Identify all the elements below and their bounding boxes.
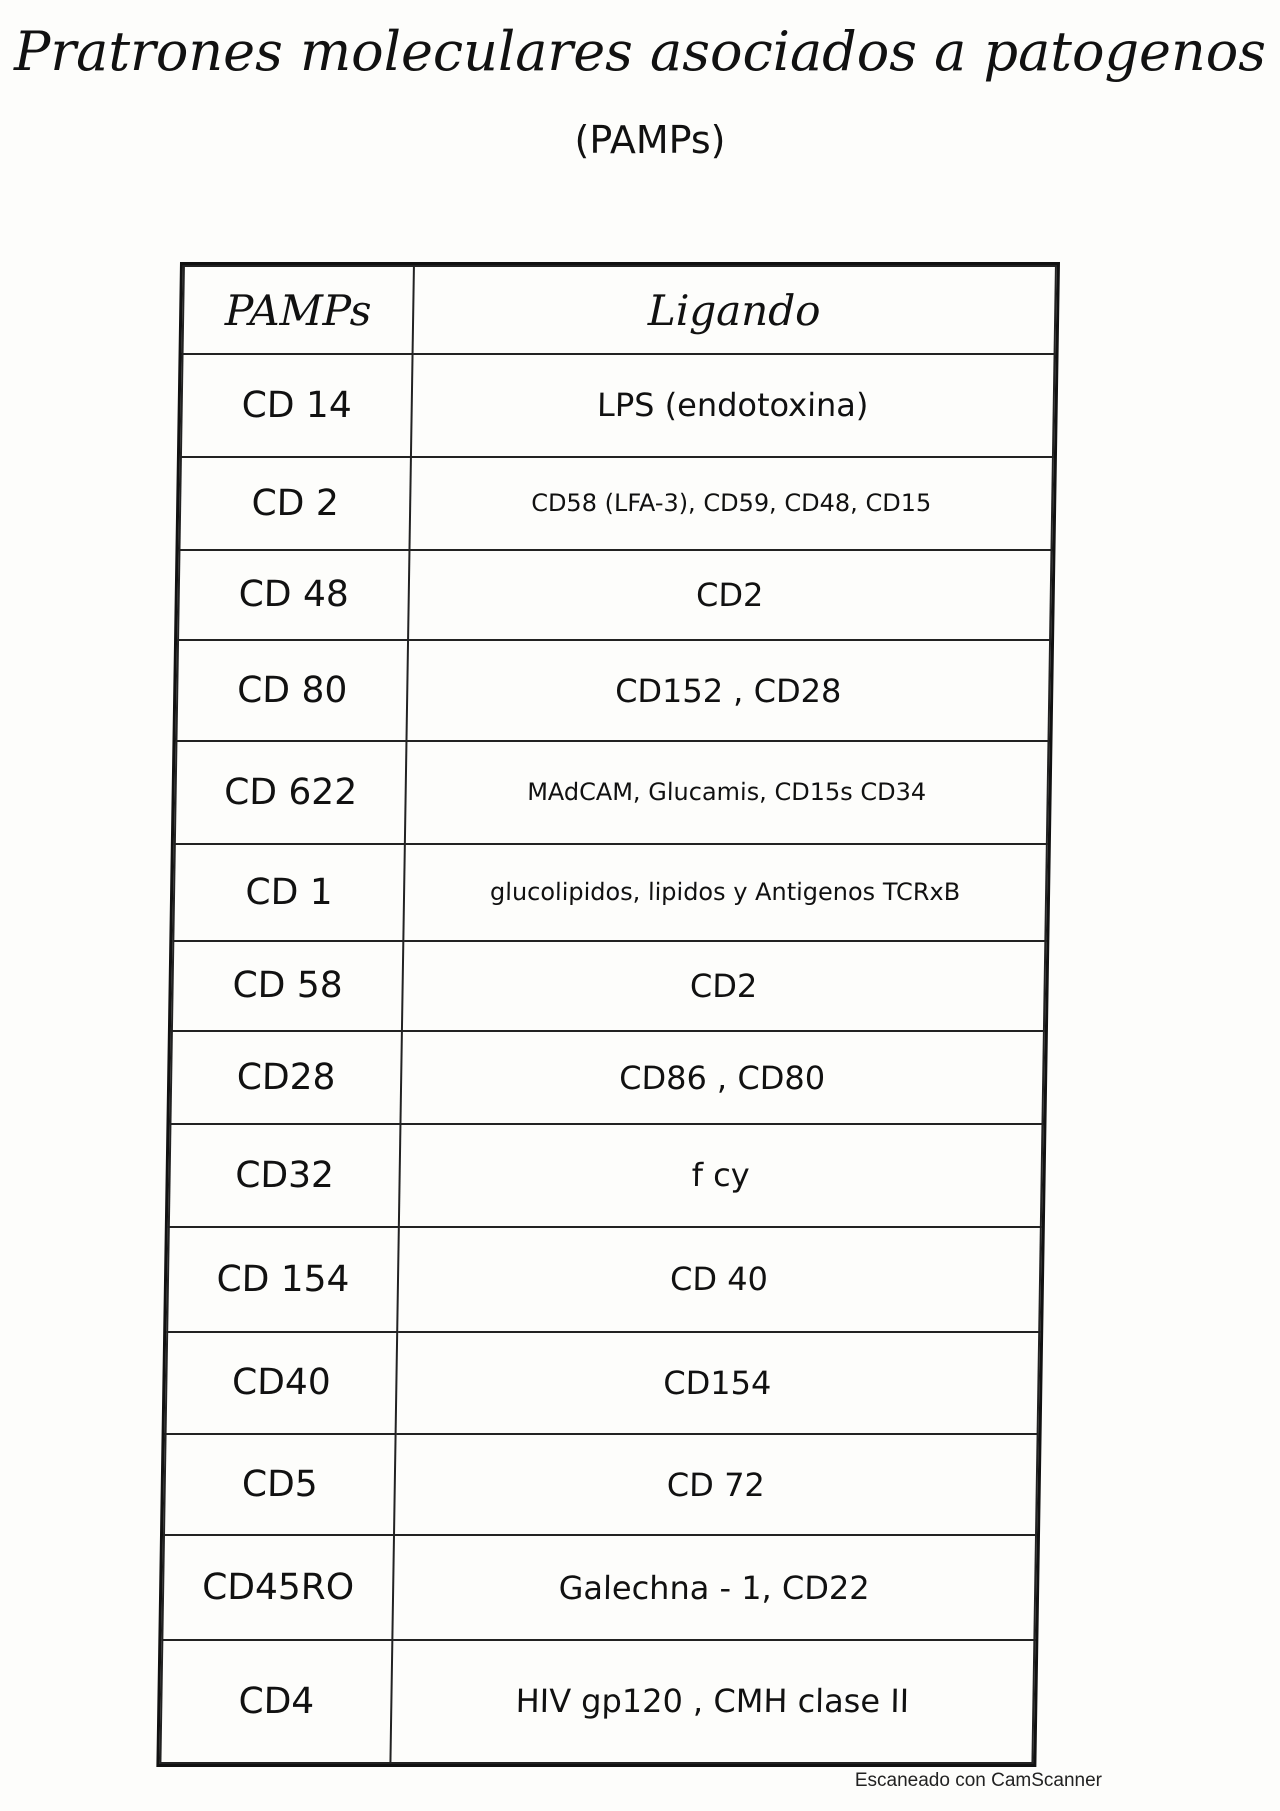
ligand-cell: LPS (endotoxina) [411,354,1055,457]
pamp-cell: CD 80 [176,640,408,741]
camscanner-watermark: Escaneado con CamScanner [854,1770,1102,1791]
table-row [181,354,1055,457]
table-row [172,941,1045,1032]
ligand-cell: CD2 [402,941,1045,1032]
table-row [169,1124,1043,1227]
pamp-cell: CD 154 [167,1227,399,1332]
table-row [179,457,1052,550]
pamp-cell: CD 58 [172,941,403,1032]
ligand-cell: CD86 , CD80 [400,1031,1043,1124]
table-row [166,1332,1040,1435]
pamp-cell: CD28 [170,1031,401,1124]
table-row [173,844,1047,941]
pamp-cell: CD 14 [181,354,413,457]
table-row [164,1434,1038,1535]
ligand-cell: CD58 (LFA-3), CD59, CD48, CD15 [409,457,1052,550]
table-row [167,1227,1041,1332]
ligand-cell: HIV gp120 , CMH clase II [390,1640,1034,1763]
ligand-cell: f cy [399,1124,1043,1227]
pamp-cell: CD40 [166,1332,398,1435]
pamps-table [156,262,1060,1767]
table-header-row [183,266,1056,354]
table-row [176,640,1050,741]
ligand-cell: CD2 [408,550,1051,641]
table-row [175,741,1049,844]
pamp-cell: CD 48 [178,550,409,641]
ligand-cell: CD 40 [397,1227,1041,1332]
table-row [162,1535,1036,1640]
table-row [160,1640,1034,1763]
pamp-cell: CD4 [160,1640,392,1763]
table-row [170,1031,1043,1124]
ligand-cell: MAdCAM, Glucamis, CD15s CD34 [405,741,1049,844]
pamp-cell: CD32 [169,1124,401,1227]
pamp-cell: CD 2 [179,457,410,550]
ligand-cell: Galechna - 1, CD22 [392,1535,1036,1640]
pamp-cell: CD 622 [175,741,407,844]
pamp-cell: CD 1 [173,844,405,941]
ligand-cell: CD 72 [394,1434,1038,1535]
page-subtitle: (PAMPs) [574,118,726,162]
table-row [178,550,1051,641]
pamp-cell: CD5 [164,1434,396,1535]
ligand-cell: glucolipidos, lipidos y Antigenos TCRxB [403,844,1047,941]
page-title: Pratrones moleculares asociados a patogenos [14,20,1266,83]
pamp-cell: CD45RO [162,1535,394,1640]
ligand-cell: CD152 , CD28 [406,640,1050,741]
ligand-cell: CD154 [396,1332,1040,1435]
header-ligando: Ligando [413,266,1056,354]
header-pamps: PAMPs [183,266,414,354]
